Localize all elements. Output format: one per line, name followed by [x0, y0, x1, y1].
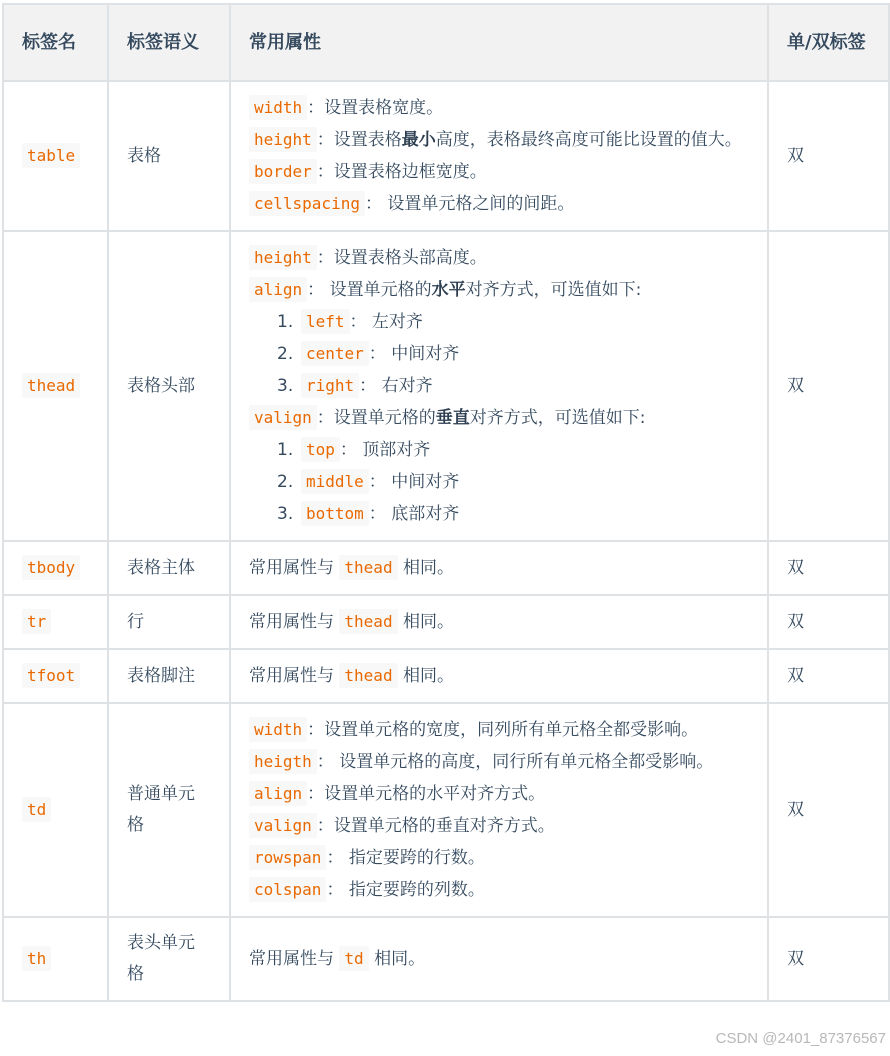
attribute-line: [249, 606, 749, 638]
bold-text: 水平: [431, 280, 466, 300]
table-row: [3, 595, 889, 649]
text: 对齐方式，可选值如下:: [469, 408, 646, 428]
single-double-value: 双: [768, 917, 889, 1001]
text: 相同。: [397, 612, 454, 632]
attribute-code: valign: [249, 813, 317, 838]
attribute-code: height: [249, 245, 317, 270]
text: ： 设置单元格之间的间距。: [364, 194, 575, 214]
text: ：设置单元格的水平对齐方式。: [307, 784, 546, 804]
attribute-code: bottom: [301, 501, 369, 526]
tag-name-cell: [3, 541, 108, 595]
text: 对齐方式，可选值如下:: [465, 280, 642, 300]
attribute-code: align: [249, 781, 307, 806]
single-double-value: 双: [768, 81, 889, 231]
text: ：设置单元格的宽度，同列所有单元格全都受影响。: [307, 720, 699, 740]
tag-name: tr: [22, 609, 51, 634]
table-row: [3, 81, 889, 231]
watermark: CSDN @2401_87376567: [715, 1030, 886, 1047]
attribute-line: [249, 156, 749, 188]
option-number: 1.: [277, 312, 294, 332]
attribute-line: [249, 746, 749, 778]
text: 高度，表格最终高度可能比设置的值大。: [435, 130, 742, 150]
tag-name: th: [22, 946, 51, 971]
option-number: 3.: [277, 376, 294, 396]
text: ： 左对齐: [349, 312, 423, 332]
header-tag-meaning: 标签语义: [108, 4, 230, 81]
tag-name: thead: [22, 373, 80, 398]
text: ： 设置单元格的高度，同行所有单元格全都受影响。: [316, 752, 714, 772]
tag-meaning: 行: [108, 595, 230, 649]
attribute-line: [249, 274, 749, 306]
tag-name-cell: [3, 917, 108, 1001]
tag-name: tfoot: [22, 663, 80, 688]
attributes-cell: [230, 649, 768, 703]
table-row: [3, 541, 889, 595]
text: ： 中间对齐: [368, 472, 460, 492]
option-item: [249, 466, 749, 498]
attribute-code: rowspan: [249, 845, 326, 870]
header-common-attributes: 常用属性: [230, 4, 768, 81]
text: ： 设置单元格的: [307, 280, 432, 300]
table-row: [3, 703, 889, 917]
attribute-line: [249, 92, 749, 124]
text: 相同。: [397, 558, 454, 578]
attribute-line: [249, 242, 749, 274]
option-number: 1.: [277, 440, 294, 460]
text: ： 右对齐: [359, 376, 433, 396]
tag-meaning: 表格主体: [108, 541, 230, 595]
attribute-code: td: [339, 946, 368, 971]
option-item: [249, 434, 749, 466]
text: 相同。: [397, 666, 454, 686]
attribute-line: [249, 714, 749, 746]
text: ： 顶部对齐: [339, 440, 431, 460]
text: ： 中间对齐: [368, 344, 460, 364]
tag-meaning: 普通单元格: [108, 703, 230, 917]
single-double-value: 双: [768, 703, 889, 917]
text: ：设置表格: [316, 130, 402, 150]
single-double-value: 双: [768, 595, 889, 649]
attribute-code: thead: [339, 663, 397, 688]
text: ：设置单元格的垂直对齐方式。: [316, 816, 555, 836]
attribute-code: right: [301, 373, 359, 398]
text: ：设置表格头部高度。: [316, 248, 487, 268]
single-double-value: 双: [768, 231, 889, 541]
table-row: [3, 231, 889, 541]
attribute-code: heigth: [249, 749, 317, 774]
attribute-code: middle: [301, 469, 369, 494]
table-row: [3, 917, 889, 1001]
attribute-line: [249, 660, 749, 692]
tag-name-cell: [3, 81, 108, 231]
text: 常用属性与: [249, 949, 340, 969]
single-double-value: 双: [768, 541, 889, 595]
attribute-code: thead: [339, 555, 397, 580]
attribute-line: [249, 810, 749, 842]
text: 常用属性与: [249, 612, 340, 632]
option-item: [249, 498, 749, 530]
text: ：设置单元格的: [316, 408, 436, 428]
text: 相同。: [368, 949, 426, 969]
attributes-cell: [230, 917, 768, 1001]
tag-meaning: 表格脚注: [108, 649, 230, 703]
header-row: [3, 4, 889, 81]
attributes-cell: [230, 231, 768, 541]
option-number: 2.: [277, 472, 294, 492]
text: ： 底部对齐: [368, 504, 460, 524]
option-item: [249, 306, 749, 338]
attribute-code: cellspacing: [249, 191, 365, 216]
text: 常用属性与: [249, 666, 340, 686]
tag-meaning: 表格: [108, 81, 230, 231]
tag-name: tbody: [22, 555, 80, 580]
tag-name-cell: [3, 231, 108, 541]
attribute-line: [249, 124, 749, 156]
attributes-cell: [230, 81, 768, 231]
attributes-cell: [230, 595, 768, 649]
option-number: 3.: [277, 504, 294, 524]
tag-name-cell: [3, 595, 108, 649]
tag-meaning: 表头单元格: [108, 917, 230, 1001]
attribute-line: [249, 188, 749, 220]
option-item: [249, 338, 749, 370]
attribute-code: top: [301, 437, 340, 462]
attribute-code: colspan: [249, 877, 326, 902]
single-double-value: 双: [768, 649, 889, 703]
tag-meaning: 表格头部: [108, 231, 230, 541]
header-tag-name: 标签名: [3, 4, 108, 81]
text: ：设置表格边框宽度。: [316, 162, 487, 182]
attribute-code: width: [249, 95, 307, 120]
attribute-line: [249, 874, 749, 906]
option-number: 2.: [277, 344, 294, 364]
tag-name: td: [22, 797, 51, 822]
attribute-code: border: [249, 159, 317, 184]
text: ： 指定要跨的行数。: [326, 848, 485, 868]
attributes-cell: [230, 703, 768, 917]
tag-name: table: [22, 143, 80, 168]
attribute-line: [249, 842, 749, 874]
attribute-code: thead: [339, 609, 397, 634]
attribute-line: [249, 552, 749, 584]
attribute-code: valign: [249, 405, 317, 430]
attribute-code: width: [249, 717, 307, 742]
attribute-code: height: [249, 127, 317, 152]
header-single-double: 单/双标签: [768, 4, 889, 81]
attribute-code: center: [301, 341, 369, 366]
html-table-tags-reference: [2, 3, 890, 1002]
table-body: [3, 81, 889, 1001]
text: ： 指定要跨的列数。: [326, 880, 485, 900]
option-item: [249, 370, 749, 402]
attribute-line: [249, 778, 749, 810]
text: ：设置表格宽度。: [307, 98, 444, 118]
bold-text: 垂直: [435, 408, 470, 428]
attribute-code: align: [249, 277, 307, 302]
text: 常用属性与: [249, 558, 340, 578]
attributes-cell: [230, 541, 768, 595]
tag-name-cell: [3, 703, 108, 917]
attribute-line: [249, 402, 749, 434]
tag-name-cell: [3, 649, 108, 703]
attribute-code: left: [301, 309, 350, 334]
table-row: [3, 649, 889, 703]
attribute-line: [249, 943, 749, 975]
bold-text: 最小: [401, 130, 436, 150]
